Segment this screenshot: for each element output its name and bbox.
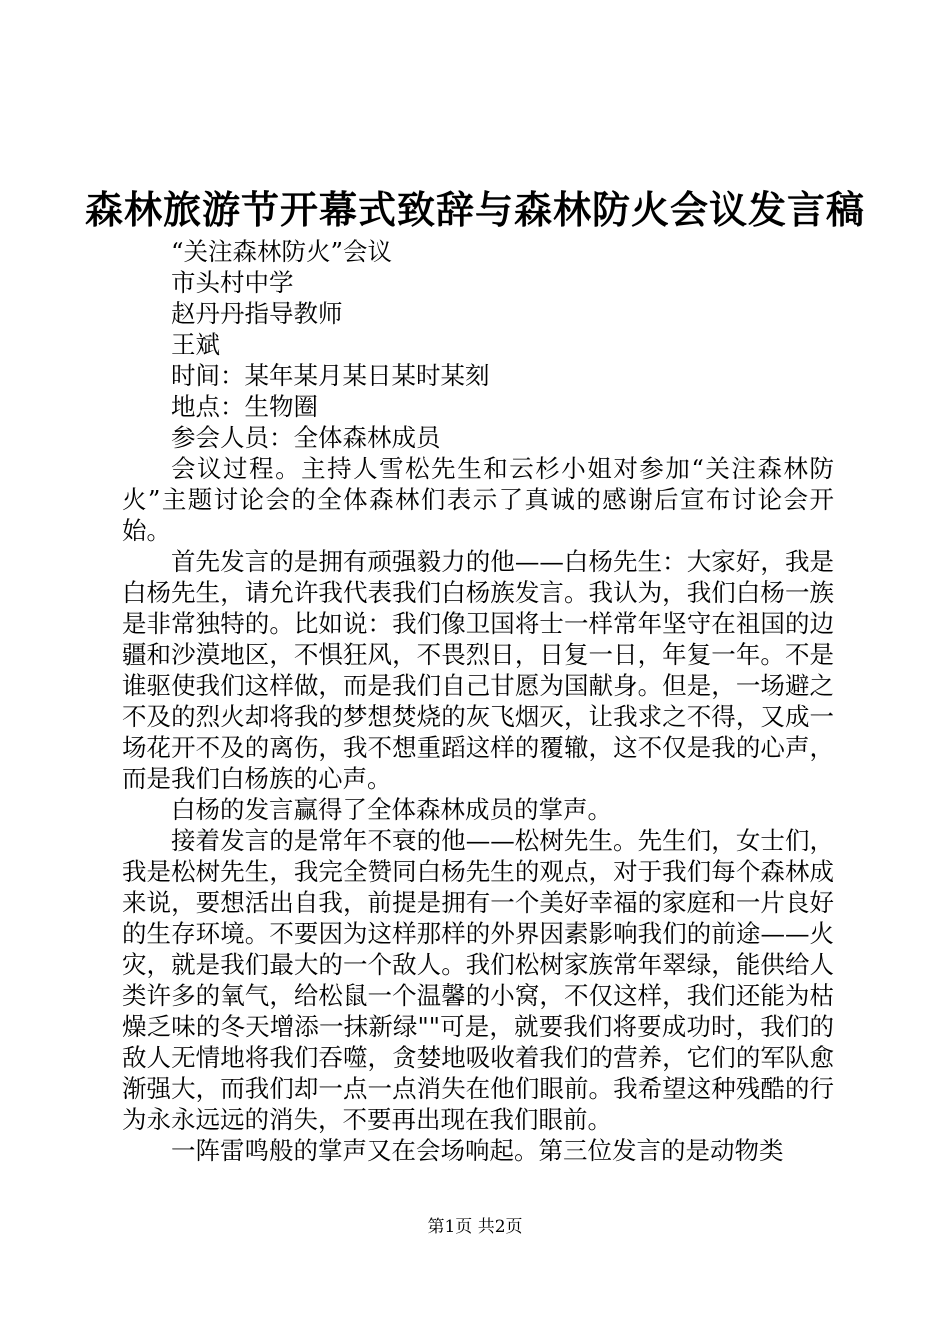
meeting-time: 时间：某年某月某日某时某刻 bbox=[171, 361, 490, 390]
body-paragraph: 一阵雷鸣般的掌声又在会场响起。第三位发言的是动物类 bbox=[171, 1136, 784, 1165]
meeting-attendees: 参会人员：全体森林成员 bbox=[171, 423, 441, 452]
meeting-location: 地点：生物圈 bbox=[171, 392, 318, 421]
school-name: 市头村中学 bbox=[171, 268, 294, 297]
body-paragraph: 会议过程。主持人雪松先生和云杉小姐对参加“关注森林防火”主题讨论会的全体森林们表示了真诚的感谢后宣布讨论会开始。 bbox=[122, 454, 834, 545]
meeting-name: “关注森林防火”会议 bbox=[171, 237, 393, 266]
body-paragraph: 接着发言的是常年不衰的他——松树先生。先生们，女士们，我是松树先生，我完全赞同白杨先生的观点，对于我们每个森林成来说，要想活出自我，前提是拥有一个美好幸福的家庭和一片良好的生存环境。不要因为这样那样的外界因素影响我们的前途——火灾，就是我们最大的一个敌人。我们松树家族常年翠绿，能供给人类许多的氧气，给松鼠一个温馨的小窝，不仅这样，我们还能为枯燥乏味的冬天增添一抹新绿""可是，就要我们将要成功时，我们的敌人无情地将我们吞噬，贪婪地吸收着我们的营养，它们的军队愈渐强大，而我们却一点一点消失在他们眼前。我希望这种残酷的行为永永远远的消失，不要再出现在我们眼前。 bbox=[122, 826, 834, 1134]
body-paragraph: 首先发言的是拥有顽强毅力的他——白杨先生：大家好，我是白杨先生，请允许我代表我们白杨族发言。我认为，我们白杨一族是非常独特的。比如说：我们像卫国将士一样常年坚守在祖国的边疆和沙漠地区，不惧狂风，不畏烈日，日复一日，年复一年。不是谁驱使我们这样做，而是我们自己甘愿为国献身。但是，一场避之不及的烈火却将我的梦想焚烧的灰飞烟灭，让我求之不得，又成一场花开不及的离伤，我不想重蹈这样的覆辙，这不仅是我的心声，而是我们白杨族的心声。 bbox=[122, 547, 834, 793]
body-paragraph: 白杨的发言赢得了全体森林成员的掌声。 bbox=[171, 795, 612, 824]
document-body bbox=[122, 236, 834, 1166]
document-title: 森林旅游节开幕式致辞与森林防火会议发言稿 bbox=[84, 188, 865, 232]
teacher-name: 赵丹丹指导教师 bbox=[171, 299, 343, 328]
page-number-footer: 第1页 共2页 bbox=[427, 1217, 523, 1237]
author-name: 王斌 bbox=[171, 330, 220, 359]
